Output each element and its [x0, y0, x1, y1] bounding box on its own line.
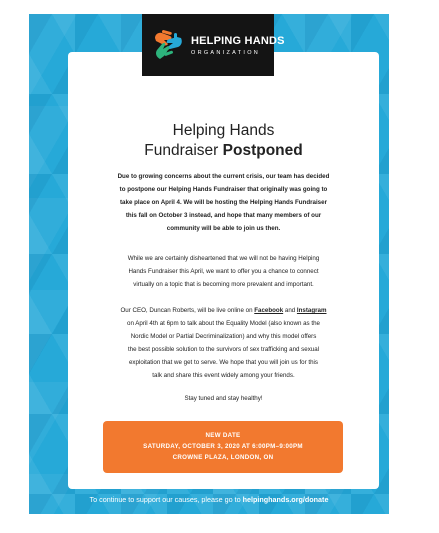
- headline-prefix: Fundraiser: [144, 142, 223, 159]
- brand-name: HELPING HANDS: [191, 34, 285, 47]
- facebook-link[interactable]: Facebook: [254, 307, 284, 314]
- third-and: and: [283, 307, 297, 314]
- instagram-link[interactable]: Instagram: [296, 307, 327, 314]
- new-date-label: NEW DATE: [205, 432, 241, 439]
- headline-line-1: Helping Hands: [172, 122, 275, 139]
- headline-emphasis: Postponed: [222, 142, 303, 159]
- intro-line: community will be able to join us then.: [166, 225, 281, 232]
- third-line: on April 4th at 6pm to talk about the Equality Model (also known as the: [127, 320, 320, 327]
- venue-text: CROWNE PLAZA, LONDON, ON: [172, 454, 274, 461]
- new-date-value: SATURDAY, OCTOBER 3, 2020 AT 6:00PM–9:00PM: [143, 443, 303, 450]
- helping-hands-icon: [152, 28, 184, 62]
- logo-block: [142, 14, 285, 76]
- third-line: [94, 304, 353, 317]
- donate-footer: [29, 495, 389, 504]
- footer-text: To continue to support our causes, please go to: [89, 495, 243, 504]
- third-lead: Our CEO, Duncan Roberts, will be live online on: [120, 307, 255, 314]
- logo-text: [191, 35, 285, 56]
- second-line: While we are certainly disheartened that we will not be having Helping: [127, 255, 320, 262]
- new-date-banner[interactable]: [103, 421, 343, 473]
- fundraiser-poster: [29, 14, 389, 514]
- third-line: exploitation that we get to serve. We hope that you will join us for this: [128, 359, 319, 366]
- content-card: [68, 49, 379, 489]
- intro-paragraph: [94, 170, 353, 235]
- donate-link[interactable]: helpinghands.org/donate: [242, 495, 329, 504]
- intro-line: take place on April 4. We will be hosting the Helping Hands Fundraiser: [120, 199, 327, 206]
- second-line: virtually on a topic that is becoming more prevalent and important.: [133, 281, 314, 288]
- third-line: Nordic Model or Partial Decriminalization) and why this model offers: [130, 333, 317, 340]
- headline-line-2: [68, 142, 379, 160]
- brand-tagline: ORGANIZATION: [191, 49, 261, 56]
- second-line: Hands Fundraiser this April, we want to offer you a chance to connect: [128, 268, 319, 275]
- blue-hand: [167, 33, 182, 49]
- third-line: the best possible solution to the survivors of sex trafficking and sexual: [127, 346, 320, 353]
- third-line: talk and share this event widely among your friends.: [152, 372, 295, 379]
- third-paragraph: [94, 304, 353, 382]
- intro-line: Due to growing concerns about the current crisis, our team has decided: [117, 173, 330, 180]
- second-paragraph: [94, 252, 353, 291]
- intro-line: to postpone our Helping Hands Fundraiser that originally was going to: [119, 186, 328, 193]
- closing-text: Stay tuned and stay healthy!: [184, 395, 263, 402]
- intro-line: this fall on October 3 instead, and hope that many members of our: [125, 212, 322, 219]
